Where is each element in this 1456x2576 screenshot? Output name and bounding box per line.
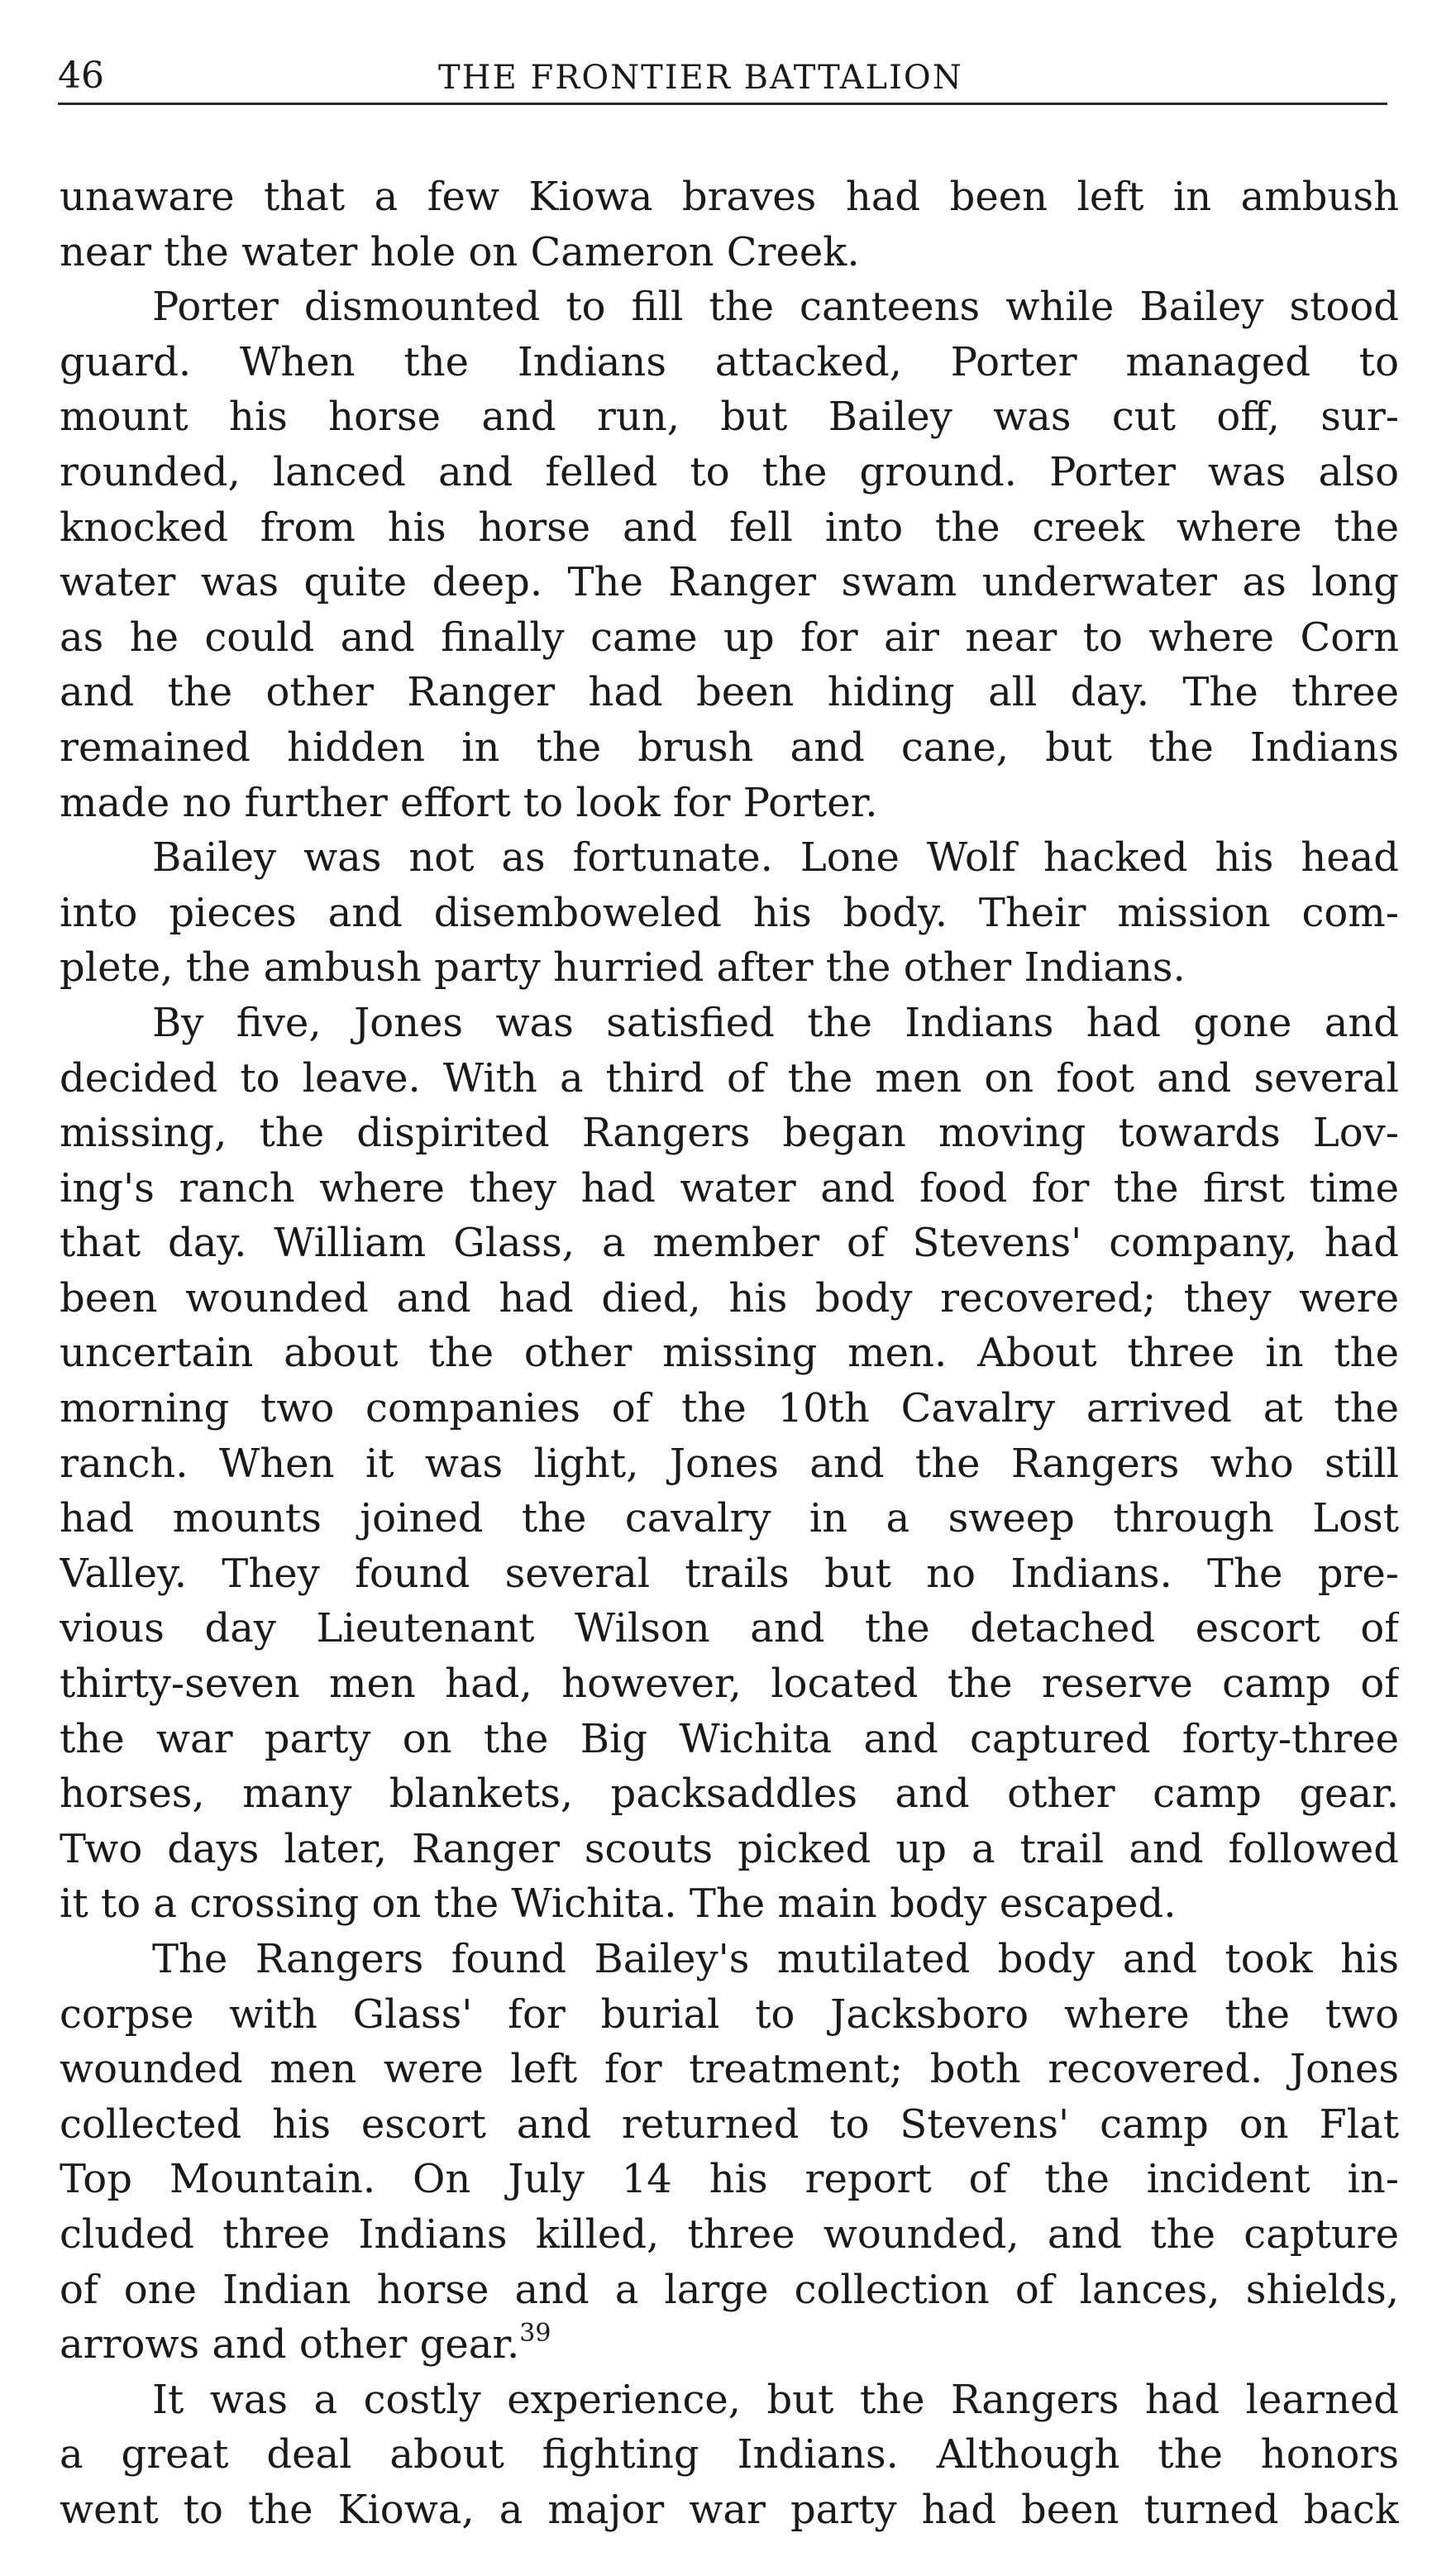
text-line [60, 2317, 1399, 2373]
text-line: of one Indian horse and a large collection of lances, shields, [60, 2266, 1399, 2313]
text-line: mount his horse and run, but Bailey was cut off, sur- [60, 394, 1399, 441]
text-line: it to a crossing on the Wichita. The main body escaped. [60, 1881, 1177, 1928]
text-line: been wounded and had died, his body recovered; they were [60, 1274, 1399, 1321]
text-line: Porter dismounted to fill the canteens while Bailey stood [152, 284, 1399, 331]
text-line: wounded men were left for treatment; both recovered. Jones [60, 2046, 1399, 2093]
paragraph [60, 280, 1399, 830]
text-line: guard. When the Indians attacked, Porter managed to [60, 338, 1399, 385]
text-line: water was quite deep. The Ranger swam underwater as long [60, 559, 1399, 606]
text-line: unaware that a few Kiowa braves had been left in ambush [60, 174, 1399, 220]
text-line: cluded three Indians killed, three wounded, and the capture [60, 2210, 1399, 2258]
text-line: went to the Kiowa, a major war party had been turned back [60, 2486, 1399, 2533]
text-line: uncertain about the other missing men. About three in the [60, 1330, 1399, 1377]
paragraph [60, 1932, 1399, 2373]
text-line: By five, Jones was satisfied the Indians had gone and [152, 999, 1399, 1046]
text-line-content: arrows and other gear. [60, 2321, 520, 2368]
text-line: remained hidden in the brush and cane, but the Indians [60, 724, 1399, 771]
page-header [58, 51, 1387, 105]
text-line: decided to leave. With a third of the men on foot and several [60, 1054, 1399, 1102]
text-line: plete, the ambush party hurried after the other Indians. [60, 944, 1186, 992]
paragraph [60, 2373, 1399, 2538]
text-line: It was a costly experience, but the Rangers had learned [152, 2376, 1399, 2423]
paragraph [60, 996, 1399, 1932]
text-line: vious day Lieutenant Wilson and the detached escort of [60, 1605, 1399, 1652]
text-line: into pieces and disemboweled his body. Their mission com- [60, 889, 1399, 936]
text-line: missing, the dispirited Rangers began moving towards Lov- [60, 1110, 1399, 1157]
text-line: Top Mountain. On July 14 his report of the incident in- [60, 2156, 1399, 2203]
text-line: ing's ranch where they had water and food for the first time [60, 1164, 1399, 1212]
text-line: ranch. When it was light, Jones and the Rangers who still [60, 1440, 1399, 1487]
text-line: Bailey was not as fortunate. Lone Wolf hacked his head [152, 834, 1399, 882]
text-line: and the other Ranger had been hiding all day. The three [60, 669, 1399, 716]
text-line: as he could and finally came up for air near to where Corn [60, 614, 1399, 661]
text-line: near the water hole on Cameron Creek. [60, 228, 860, 275]
text-line: had mounts joined the cavalry in a sweep through Lost [60, 1495, 1399, 1542]
text-line: Valley. They found several trails but no Indians. The pre- [60, 1550, 1399, 1597]
text-line: that day. William Glass, a member of Stevens' company, had [60, 1220, 1399, 1267]
text-line: rounded, lanced and felled to the ground. Porter was also [60, 448, 1399, 495]
text-line: Two days later, Ranger scouts picked up a trail and followed [60, 1825, 1399, 1872]
body-text [60, 170, 1399, 2538]
text-line: the war party on the Big Wichita and captured forty-three [60, 1715, 1399, 1762]
text-line: morning two companies of the 10th Cavalry arrived at the [60, 1385, 1399, 1432]
text-line: collected his escort and returned to Stevens' camp on Flat [60, 2100, 1399, 2148]
text-line: knocked from his horse and fell into the creek where the [60, 504, 1399, 551]
page-number: 46 [58, 55, 104, 97]
text-line: made no further effort to look for Porter. [60, 779, 878, 826]
text-line: corpse with Glass' for burial to Jacksboro where the two [60, 1991, 1399, 2038]
text-line: The Rangers found Bailey's mutilated body and took his [152, 1936, 1399, 1982]
text-line: a great deal about fighting Indians. Although the honors [60, 2431, 1399, 2478]
paragraph [60, 170, 1399, 280]
text-line: horses, many blankets, packsaddles and other camp gear. [60, 1771, 1399, 1818]
paragraph [60, 830, 1399, 996]
footnote-reference[interactable]: 39 [519, 2319, 551, 2349]
running-head: THE FRONTIER BATTALION [438, 59, 963, 97]
text-line: thirty-seven men had, however, located the reserve camp of [60, 1661, 1399, 1708]
